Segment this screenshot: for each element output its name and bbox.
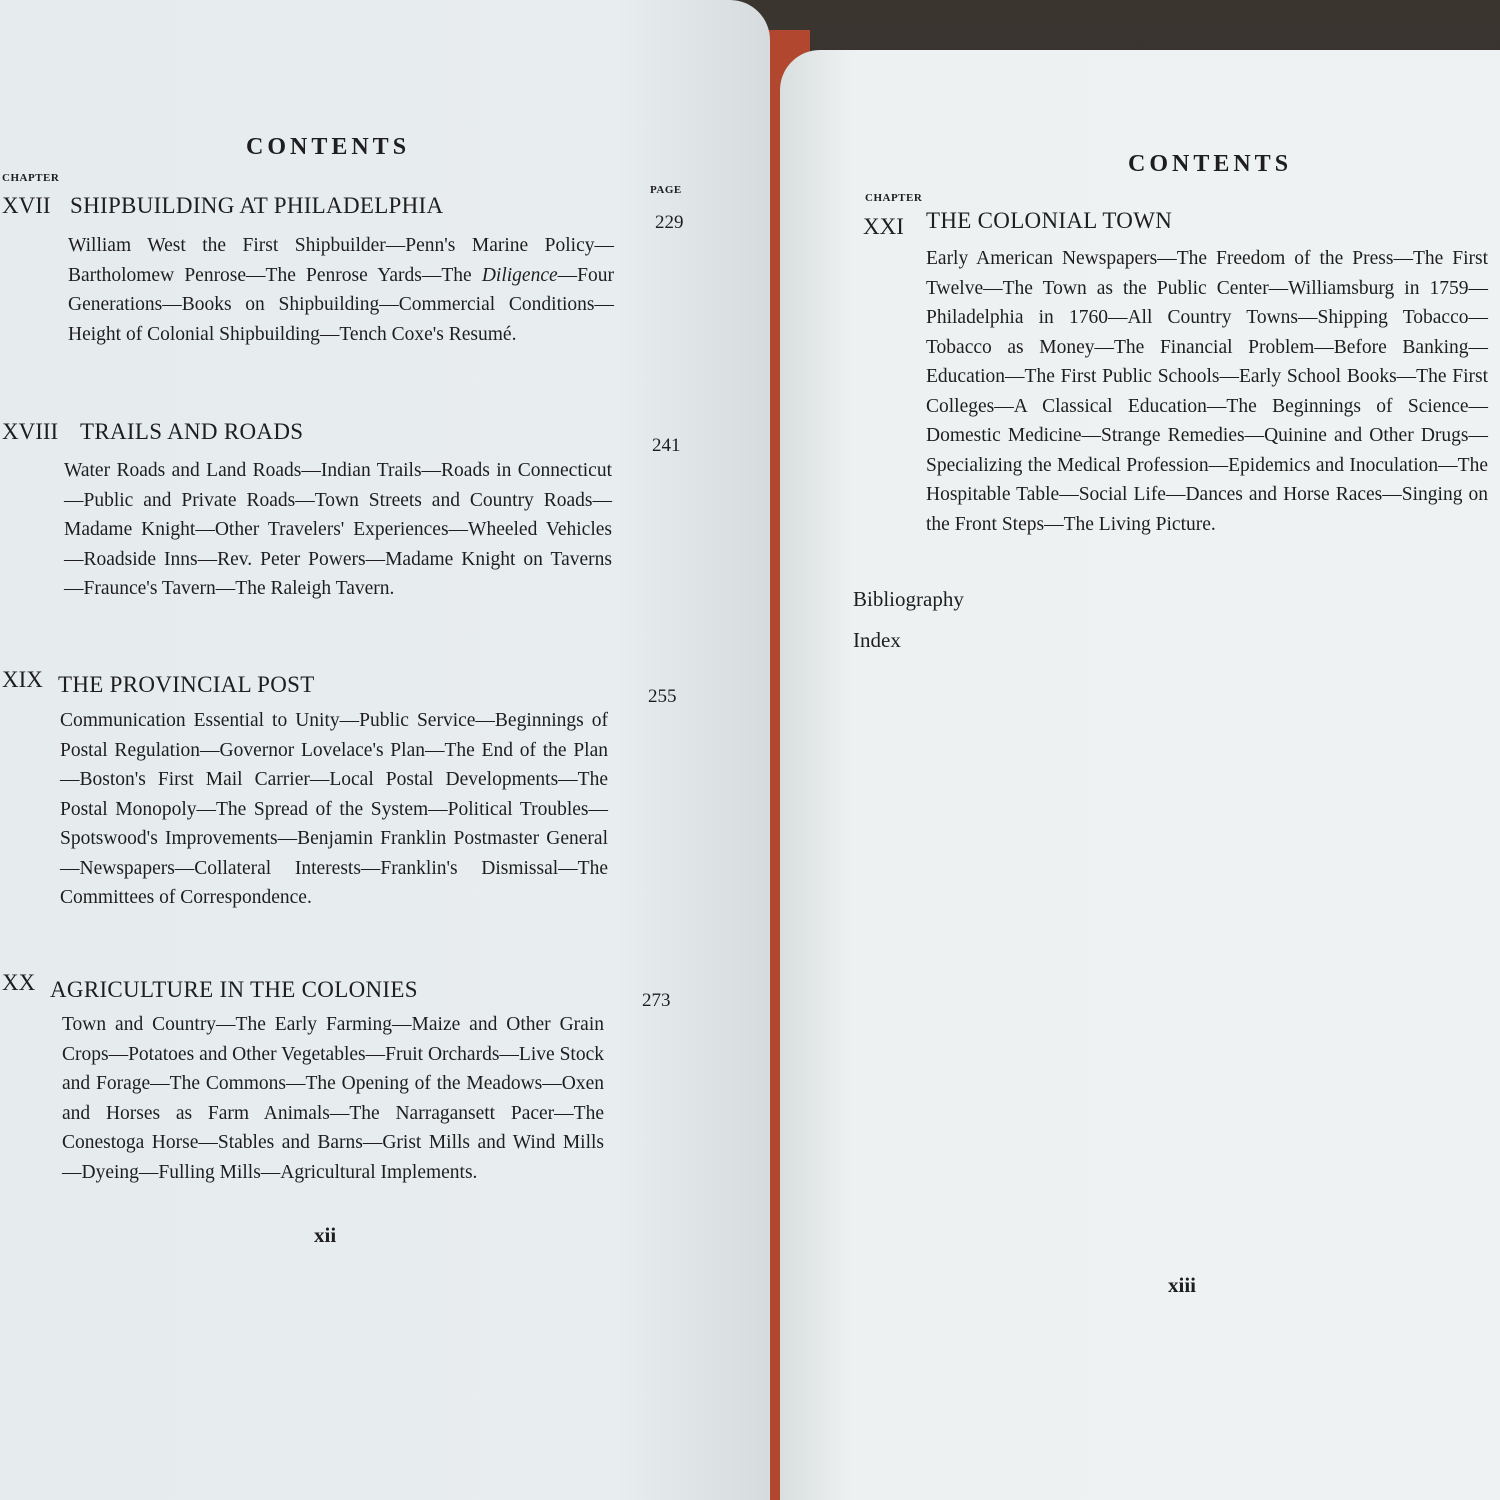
chapter-summary: William West the First Shipbuilder—Penn's Marine Policy—Bartholomew Penrose—The Penrose Yards—The Diligence—Four Generations—Books on Shipbuilding—Commercial Conditions—Height of Colonial Shipbuilding—Tench Coxe's Resumé. bbox=[68, 235, 614, 345]
chapter-summary: Water Roads and Land Roads—Indian Trails—Roads in Connecticut—Public and Private Roads—Town Streets and Country Roads—Madame Knight—Other Travelers' Experiences—Wheeled Vehicles—Roadside Inns—Rev. Peter Powers—Madame Knight on Taverns—Fraunce's Tavern—The Raleigh Tavern. bbox=[64, 460, 612, 599]
chapter-page-number: 273 bbox=[642, 990, 671, 1011]
chapter-summary: Early American Newspapers—The Freedom of the Press—The First Twelve—The Town as the Public Center—Williamsburg in 1759—Philadelphia in 1760—All Country Towns—Shipping Tobacco—Tobacco as Money—The Financial Problem—Before Banking—Education—The First Public Schools—Early School Books—The First Colleges—A Classical Education—The Beginnings of Science—Domestic Medicine—Strange Remedies—Quinine and Other Drugs—Specializing the Medical Profession—Epidemics and Inoculation—The Hospitable Table—Social Life—Dances and Horse Races—Singing on the Front Steps—The Living Picture. bbox=[926, 248, 1488, 535]
page-folio: xii bbox=[314, 1223, 337, 1247]
chapter-page-number: 229 bbox=[655, 212, 684, 233]
chapter-title: THE COLONIAL TOWN bbox=[926, 208, 1173, 233]
right-page bbox=[780, 50, 1500, 1500]
chapter-number: XVII bbox=[2, 193, 51, 218]
page-folio: xiii bbox=[1168, 1273, 1197, 1297]
ship-name: Diligence bbox=[481, 264, 558, 286]
chapter-number: XVIII bbox=[2, 419, 59, 444]
chapter-title: AGRICULTURE IN THE COLONIES bbox=[50, 977, 418, 1002]
index-entry: Index bbox=[853, 628, 901, 652]
bibliography-entry: Bibliography bbox=[853, 587, 964, 611]
chapter-page-number: 255 bbox=[648, 686, 677, 707]
chapter-title: THE PROVINCIAL POST bbox=[58, 672, 315, 697]
chapter-page-number: 241 bbox=[652, 435, 681, 456]
chapter-title: TRAILS AND ROADS bbox=[80, 419, 304, 444]
page-heading: CONTENTS bbox=[246, 134, 411, 160]
chapter-number: XX bbox=[2, 970, 36, 995]
chapter-title: SHIPBUILDING AT PHILADELPHIA bbox=[70, 193, 444, 218]
page-column-label: PAGE bbox=[650, 184, 682, 196]
chapter-summary: Communication Essential to Unity—Public Service—Beginnings of Postal Regulation—Governor Lovelace's Plan—The End of the Plan—Boston's First Mail Carrier—Local Postal Developments—The Postal Monopoly—The Spread of the System—Political Troubles—Spotswood's Improvements—Benjamin Franklin Postmaster General—Newspapers—Collateral Interests—Franklin's Dismissal—The Committees of Correspondence. bbox=[60, 710, 608, 908]
chapter-column-label: CHAPTER bbox=[865, 192, 923, 204]
chapter-number: XXI bbox=[863, 214, 904, 239]
page-heading: CONTENTS bbox=[1128, 151, 1293, 177]
chapter-number: XIX bbox=[2, 667, 43, 692]
chapter-summary: Town and Country—The Early Farming—Maize and Other Grain Crops—Potatoes and Other Vegetables—Fruit Orchards—Live Stock and Forage—The Commons—The Opening of the Meadows—Oxen and Horses as Farm Animals—The Narragansett Pacer—The Conestoga Horse—Stables and Barns—Grist Mills and Wind Mills—Dyeing—Fulling Mills—Agricultural Implements. bbox=[62, 1014, 604, 1183]
chapter-column-label: CHAPTER bbox=[2, 172, 60, 184]
